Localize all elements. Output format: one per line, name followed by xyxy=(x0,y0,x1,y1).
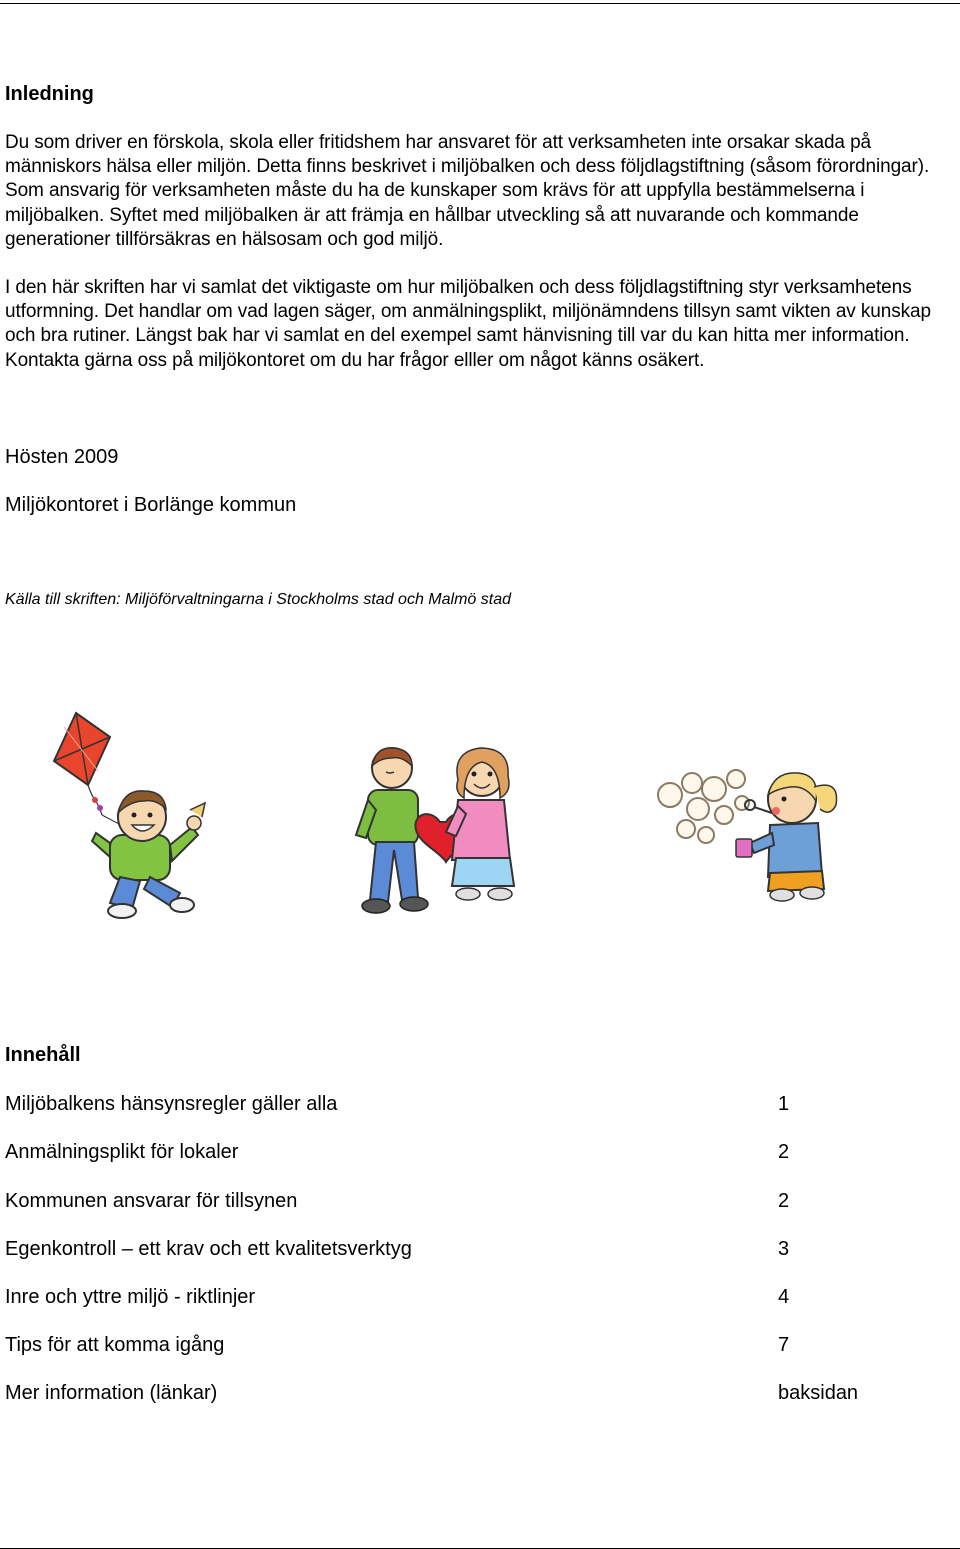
toc-page: 3 xyxy=(778,1238,790,1260)
toc-row[interactable] xyxy=(5,1188,905,1214)
source-note: Källa till skriften: Miljöförvaltningarna i Stockholms stad och Malmö stad xyxy=(5,591,511,608)
toc-row[interactable] xyxy=(5,1236,905,1262)
toc-page: 2 xyxy=(778,1190,790,1212)
toc-heading: Innehåll xyxy=(5,1044,81,1066)
toc-row[interactable] xyxy=(5,1284,905,1310)
toc-row[interactable] xyxy=(5,1380,905,1406)
toc-title: Anmälningsplikt för lokaler xyxy=(5,1141,239,1163)
toc-page: baksidan xyxy=(778,1382,859,1404)
toc-row[interactable] xyxy=(5,1139,905,1165)
toc-title: Tips för att komma igång xyxy=(5,1334,225,1356)
toc-page: 7 xyxy=(778,1334,790,1356)
toc-page: 4 xyxy=(778,1286,790,1308)
intro-paragraph-2: I den här skriften har vi samlat det viktigaste om hur miljöbalken och dess följdlagstiftning styr verksamhetens utformning. Det handlar om vad lagen säger, om anmälningsplikt, miljönämndens tillsyn samt vikten av kunskap och bra rutiner. Längst bak har vi samlat en del exempel samt hänvisning till var du kan hitta mer information. Kontakta gärna oss på miljökontoret om du har frågor elller om något känns osäkert. xyxy=(5,277,931,371)
top-rule xyxy=(0,3,960,4)
toc-page: 1 xyxy=(778,1093,790,1115)
toc-title: Egenkontroll – ett krav och ett kvalitetsverktyg xyxy=(5,1238,412,1260)
toc-page: 2 xyxy=(778,1141,790,1163)
office-text: Miljökontoret i Borlänge kommun xyxy=(5,494,297,516)
girl-blowing-bubbles-illustration xyxy=(650,765,850,905)
date-text: Hösten 2009 xyxy=(5,446,119,468)
toc-title: Mer information (länkar) xyxy=(5,1382,218,1404)
toc-row[interactable] xyxy=(5,1091,905,1117)
toc-title: Miljöbalkens hänsynsregler gäller alla xyxy=(5,1093,338,1115)
intro-heading: Inledning xyxy=(5,83,94,105)
toc-title: Kommunen ansvarar för tillsynen xyxy=(5,1190,298,1212)
intro-paragraph-1: Du som driver en förskola, skola eller fritidshem har ansvaret för att verksamheten inte orsakar skada på människors hälsa eller miljön. Detta finns beskrivet i miljöbalken och dess följdlagstiftning (såsom förordningar). Som ansvarig för verksamheten måste du ha de kunskaper som krävs för att uppfylla bestämmelserna i miljöbalken. Syftet med miljöbalken är att främja en hållbar utveckling så att nuvarande och kommande generationer tillförsäkras en hälsosam och god miljö. xyxy=(5,132,930,250)
toc-title: Inre och yttre miljö - riktlinjer xyxy=(5,1286,256,1308)
toc-row[interactable] xyxy=(5,1332,905,1358)
boy-and-girl-with-heart-illustration xyxy=(350,740,525,925)
boy-with-kite-illustration xyxy=(40,705,230,925)
